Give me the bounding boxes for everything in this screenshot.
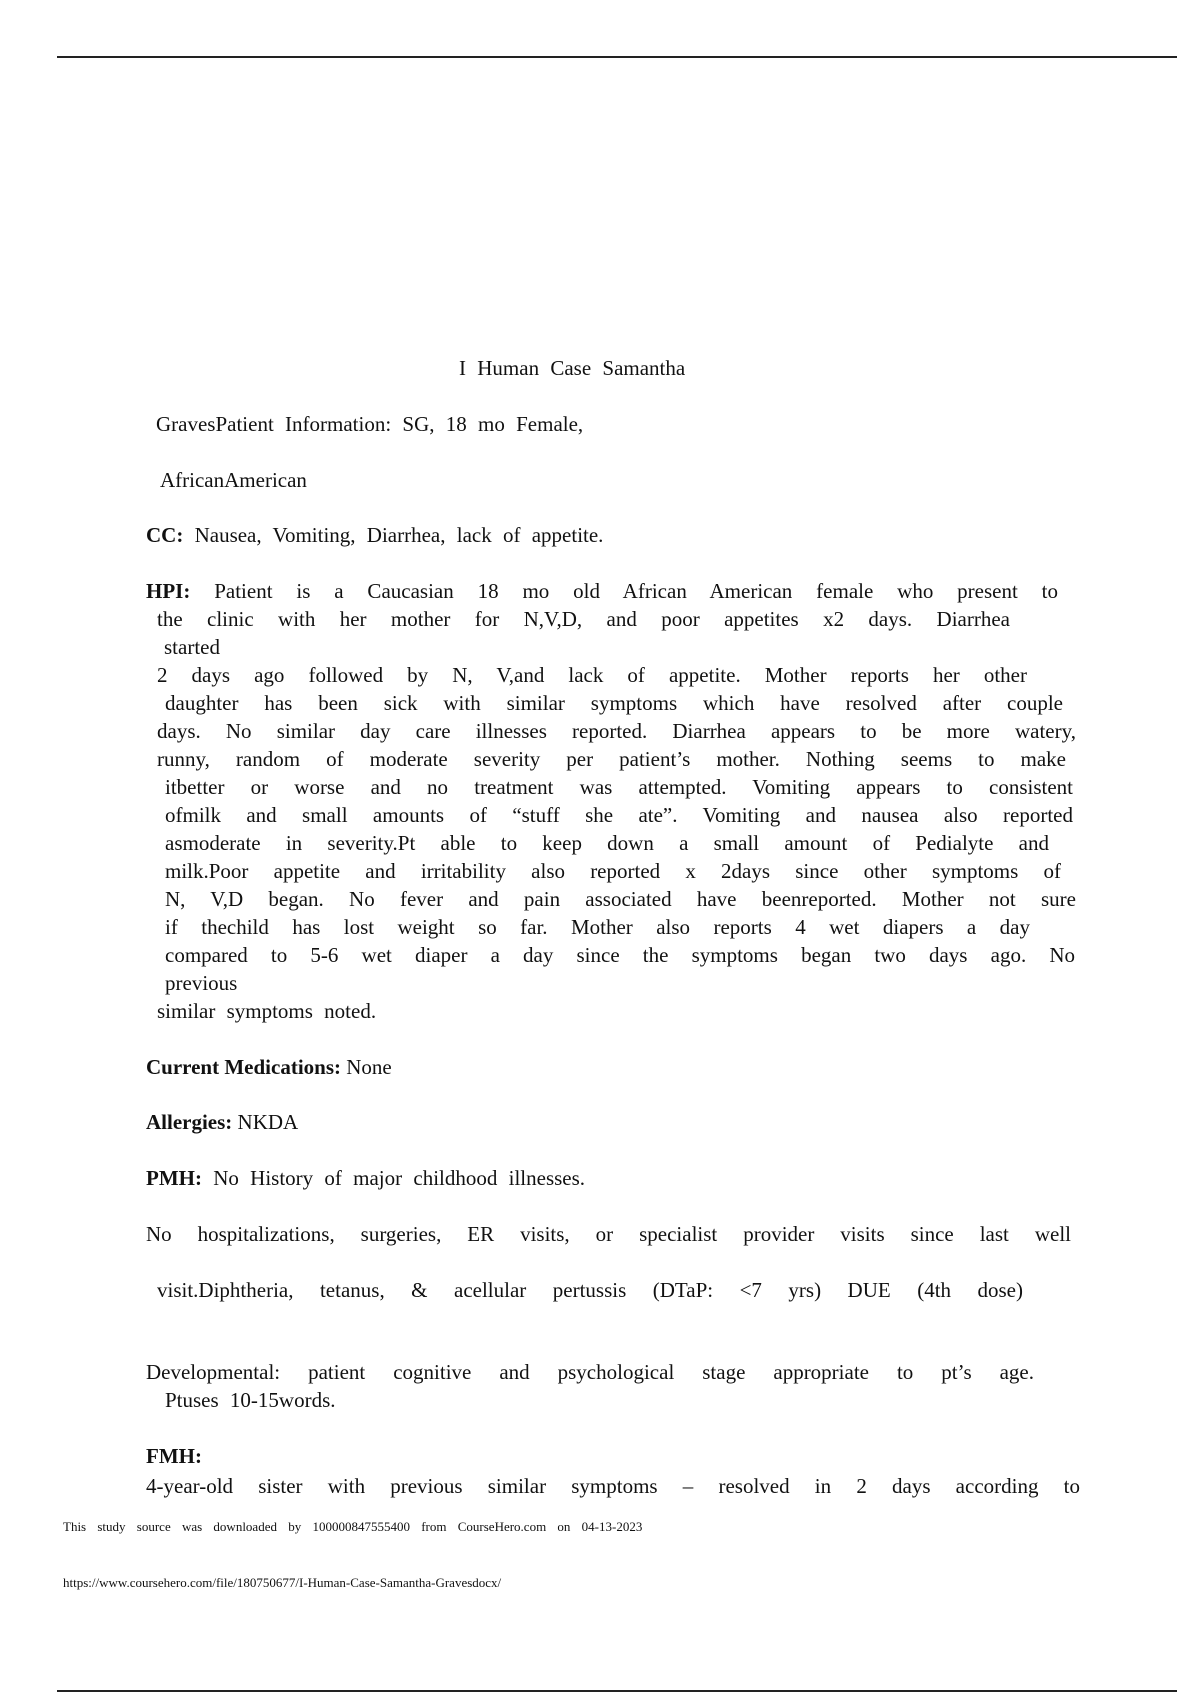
pmh-section <box>146 1164 585 1192</box>
patient-info-line-2: AfricanAmerican <box>160 468 307 492</box>
pmh-line-3: visit.Diphtheria, tetanus, & acellular pertussis (DTaP: <7 yrs) DUE (4th dose) <box>157 1278 1023 1302</box>
hpi-line-7: runny, random of moderate severity per patient’s mother. Nothing seems to make <box>157 747 1066 771</box>
fmh-label: FMH: <box>146 1444 202 1468</box>
hpi-line-3: started <box>164 635 220 659</box>
pmh-line-2: No hospitalizations, surgeries, ER visits, or specialist provider visits since last well <box>146 1222 1071 1246</box>
footer-source-line: This study source was downloaded by 100000847555400 from CourseHero.com on 04-13-2023 <box>63 1519 643 1534</box>
cc-text: Nausea, Vomiting, Diarrhea, lack of appetite. <box>194 523 604 547</box>
hpi-line-16: similar symptoms noted. <box>157 999 377 1023</box>
hpi-line-1 <box>146 577 1058 605</box>
allergies-label: Allergies: <box>146 1110 233 1134</box>
hpi-line-8: itbetter or worse and no treatment was attempted. Vomiting appears to consistent <box>165 775 1073 799</box>
medications-text: None <box>346 1055 392 1079</box>
hpi-line-2: the clinic with her mother for N,V,D, and poor appetites x2 days. Diarrhea <box>157 607 1010 631</box>
footer-url[interactable]: https://www.coursehero.com/file/180750677/I-Human-Case-Samantha-Gravesdocx/ <box>63 1575 502 1590</box>
hpi-line-4: 2 days ago followed by N, V,and lack of appetite. Mother reports her other <box>157 663 1027 687</box>
allergies-text: NKDA <box>237 1110 299 1134</box>
hpi-line-9: ofmilk and small amounts of “stuff she ate”. Vomiting and nausea also reported <box>165 803 1073 827</box>
hpi-line-5: daughter has been sick with similar symptoms which have resolved after couple <box>165 691 1063 715</box>
hpi-label: HPI: <box>146 579 191 603</box>
hpi-text: Patient is a Caucasian 18 mo old African American female who present to <box>214 579 1059 603</box>
medications-label: Current Medications: <box>146 1055 341 1079</box>
top-rule <box>57 56 1177 58</box>
page-title: I Human Case Samantha <box>459 356 686 380</box>
bottom-rule <box>57 1690 1177 1692</box>
pmh-text: No History of major childhood illnesses. <box>213 1166 586 1190</box>
pmh-label: PMH: <box>146 1166 202 1190</box>
hpi-line-10: asmoderate in severity.Pt able to keep down a small amount of Pedialyte and <box>165 831 1049 855</box>
hpi-line-6: days. No similar day care illnesses reported. Diarrhea appears to be more watery, <box>157 719 1076 743</box>
hpi-line-13: if thechild has lost weight so far. Mother also reports 4 wet diapers a day <box>165 915 1030 939</box>
hpi-line-12: N, V,D began. No fever and pain associated have beenreported. Mother not sure <box>165 887 1076 911</box>
cc-section <box>146 521 603 549</box>
hpi-line-14: compared to 5-6 wet diaper a day since the symptoms began two days ago. No <box>165 943 1075 967</box>
fmh-line-1: 4-year-old sister with previous similar symptoms – resolved in 2 days according to <box>146 1474 1080 1498</box>
allergies-section <box>146 1108 298 1136</box>
cc-label: CC: <box>146 523 184 547</box>
medications-section <box>146 1053 392 1081</box>
developmental-line-2: Ptuses 10-15words. <box>165 1388 336 1412</box>
hpi-line-11: milk.Poor appetite and irritability also reported x 2days since other symptoms of <box>165 859 1061 883</box>
developmental-line-1: Developmental: patient cognitive and psychological stage appropriate to pt’s age. <box>146 1360 1034 1384</box>
hpi-line-15: previous <box>165 971 238 995</box>
patient-info-line-1: GravesPatient Information: SG, 18 mo Female, <box>156 412 584 436</box>
